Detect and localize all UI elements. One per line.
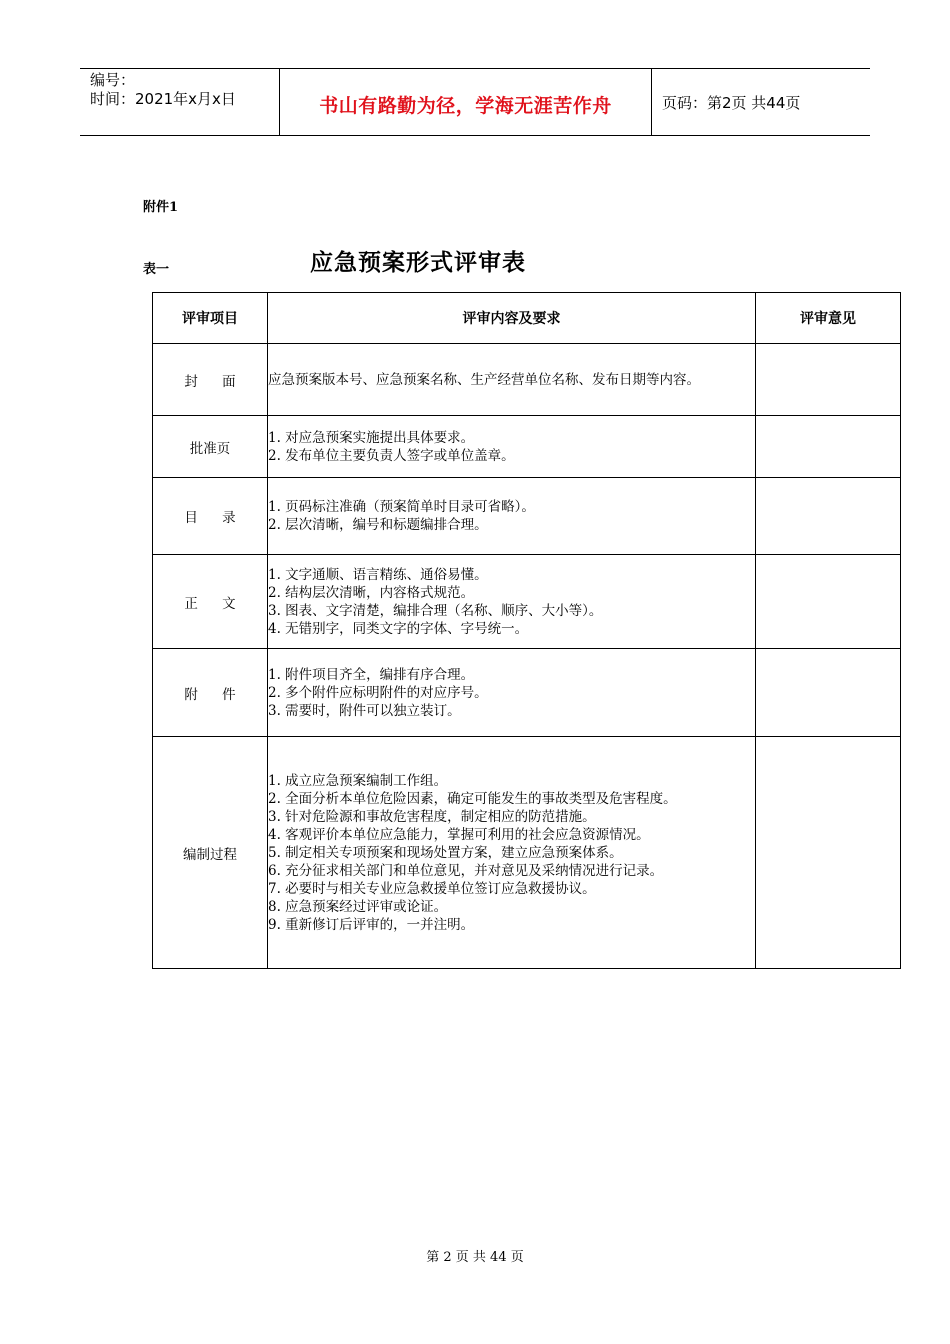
header-review-item: 评审项目 xyxy=(153,293,268,344)
document-time: 时间：2021年x月x日 xyxy=(90,90,236,108)
content-line: 2. 发布单位主要负责人签字或单位盖章。 xyxy=(268,447,515,464)
row-content xyxy=(268,737,756,969)
content-line: 2. 全面分析本单位危险因素，确定可能发生的事故类型及危害程度。 xyxy=(268,790,677,807)
content-line: 应急预案版本号、应急预案名称、生产经营单位名称、发布日期等内容。 xyxy=(268,371,700,388)
content-line: 2. 层次清晰，编号和标题编排合理。 xyxy=(268,517,488,533)
content-line: 4. 无错别字，同类文字的字体、字号统一。 xyxy=(268,620,529,637)
page-header xyxy=(80,68,870,136)
content-line: 4. 客观评价本单位应急能力，掌握可利用的社会应急资源情况。 xyxy=(268,826,650,843)
content-line: 1. 附件项目齐全，编排有序合理。 xyxy=(268,666,475,683)
content-line: 5. 制定相关专项预案和现场处置方案，建立应急预案体系。 xyxy=(268,844,623,861)
attachment-label: 附件1 xyxy=(143,200,179,215)
content-line: 2. 结构层次清晰，内容格式规范。 xyxy=(268,584,475,601)
document-title: 应急预案形式评审表 xyxy=(310,250,526,276)
row-item: 编制过程 xyxy=(153,737,268,969)
opinion-cell[interactable] xyxy=(756,649,901,737)
document-number-label: 编号： xyxy=(90,71,136,89)
table-row xyxy=(153,649,901,737)
opinion-cell[interactable] xyxy=(756,555,901,649)
opinion-cell[interactable] xyxy=(756,737,901,969)
content-line: 1. 文字通顺、语言精练、通俗易懂。 xyxy=(268,566,488,583)
table-row xyxy=(153,416,901,478)
table-row xyxy=(153,737,901,969)
row-content xyxy=(268,478,756,555)
content-line: 2. 多个附件应标明附件的对应序号。 xyxy=(268,684,488,701)
header-review-opinion: 评审意见 xyxy=(756,293,901,344)
row-item: 正 文 xyxy=(153,555,268,649)
row-item: 封 面 xyxy=(153,344,268,416)
opinion-cell[interactable] xyxy=(756,344,901,416)
content-line: 1. 对应急预案实施提出具体要求。 xyxy=(268,429,475,446)
content-line: 8. 应急预案经过评审或论证。 xyxy=(268,898,448,915)
content-line: 6. 充分征求相关部门和单位意见，并对意见及采纳情况进行记录。 xyxy=(268,862,664,879)
row-content xyxy=(268,416,756,478)
table-number-label: 表一 xyxy=(143,262,170,277)
content-line: 7. 必要时与相关专业应急救援单位签订应急救援协议。 xyxy=(268,880,596,897)
review-table xyxy=(152,292,901,969)
row-item: 附 件 xyxy=(153,649,268,737)
header-motto: 书山有路勤为径，学海无涯苦作舟 xyxy=(280,69,652,135)
opinion-cell[interactable] xyxy=(756,478,901,555)
content-line: 3. 针对危险源和事故危害程度，制定相应的防范措施。 xyxy=(268,808,596,825)
row-content xyxy=(268,649,756,737)
content-line: 3. 图表、文字清楚，编排合理（名称、顺序、大小等）。 xyxy=(268,602,603,619)
table-header-row xyxy=(153,293,901,344)
header-review-content: 评审内容及要求 xyxy=(268,293,756,344)
header-page-info: 页码：第2页 共44页 xyxy=(662,93,801,112)
table-row xyxy=(153,555,901,649)
content-line: 1. 成立应急预案编制工作组。 xyxy=(268,772,448,789)
row-content xyxy=(268,555,756,649)
header-left xyxy=(80,69,280,135)
content-line: 3. 需要时，附件可以独立装订。 xyxy=(268,702,461,719)
content-line: 9. 重新修订后评审的，一并注明。 xyxy=(268,916,475,933)
page-footer: 第 2 页 共 44 页 xyxy=(426,1250,524,1265)
content-line: 1. 页码标注准确（预案简单时目录可省略）。 xyxy=(268,499,535,515)
table-row xyxy=(153,478,901,555)
table-row xyxy=(153,344,901,416)
opinion-cell[interactable] xyxy=(756,416,901,478)
row-item: 目 录 xyxy=(153,478,268,555)
row-item: 批准页 xyxy=(153,416,268,478)
row-content xyxy=(268,344,756,416)
